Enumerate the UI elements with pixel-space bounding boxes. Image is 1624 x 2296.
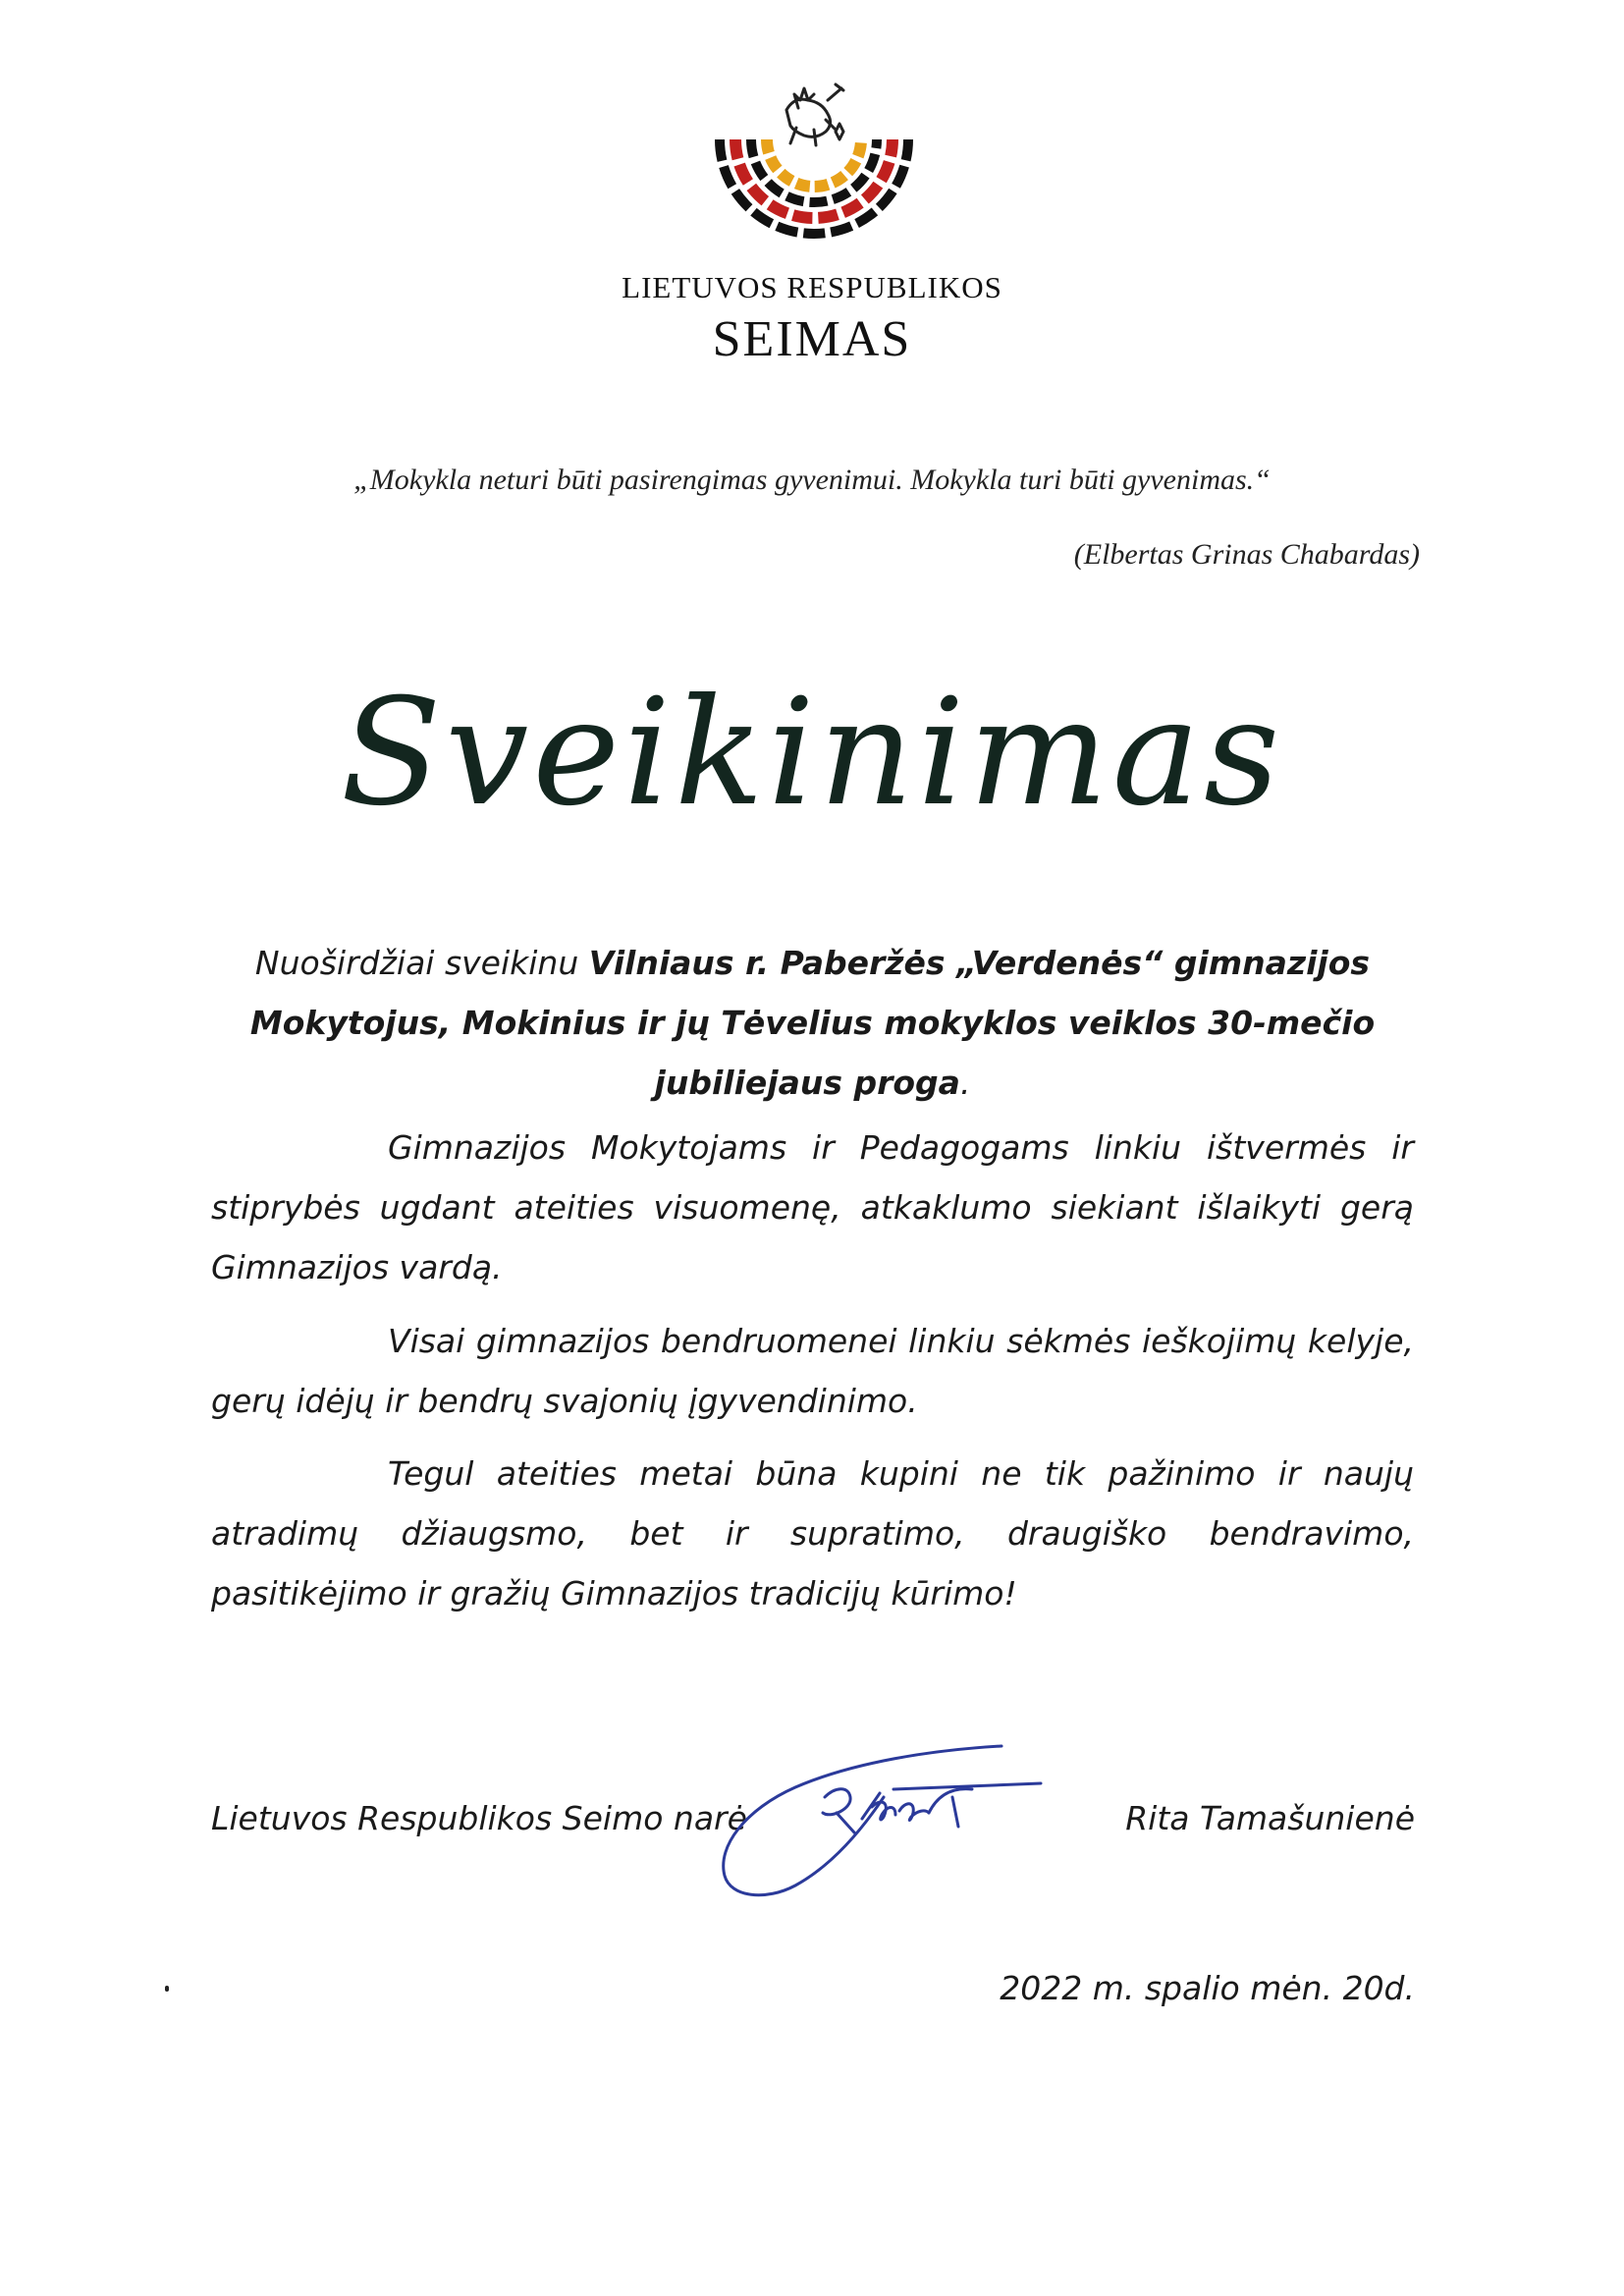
seimas-emblem-icon: [680, 81, 947, 267]
document-date: 2022 m. spalio mėn. 20d.: [1000, 1969, 1415, 2007]
institution-name-line2: SEIMAS: [712, 311, 912, 367]
intro-lead: Nuoširdžiai sveikinu: [254, 944, 589, 982]
epigraph-author: (Elbertas Grinas Chabardas): [1073, 538, 1420, 571]
intro-end: .: [959, 1064, 971, 1102]
handwritten-signature: [707, 1728, 1060, 1915]
document-title: Sveikinimas: [340, 668, 1284, 839]
institution-name-line1: LIETUVOS RESPUBLIKOS: [622, 270, 1002, 304]
scan-speck: [165, 1986, 169, 1992]
intro-paragraph: [211, 933, 1414, 1113]
epigraph-quote: „Mokykla neturi būti pasirengimas gyvenimui. Mokykla turi būti gyvenimas.“: [353, 464, 1271, 496]
paragraph-teachers: Gimnazijos Mokytojams ir Pedagogams linkiu ištvermės ir stiprybės ugdant ateities visuomenę, atkaklumo siekiant išlaikyti gerą Gimnazijos vardą.: [211, 1128, 1414, 1286]
signatory-role: Lietuvos Respublikos Seimo narė: [211, 1799, 747, 1837]
paragraph-future: Tegul ateities metai būna kupini ne tik pažinimo ir naujų atradimų džiaugsmo, bet ir supratimo, draugiško bendravimo, pasitikėjimo ir gražių Gimnazijos tradicijų kūrimo!: [211, 1454, 1414, 1613]
paragraph-community: Visai gimnazijos bendruomenei linkiu sėkmės ieškojimų kelyje, gerų idėjų ir bendrų svajonių įgyvendinimo.: [211, 1322, 1414, 1420]
intro-bold: Vilniaus r. Paberžės „Verdenės“ gimnazijos Mokytojus, Mokinius ir jų Tėvelius mokyklos veiklos 30-mečio jubiliejaus proga: [249, 944, 1376, 1102]
signatory-name: Rita Tamašunienė: [1125, 1799, 1415, 1837]
